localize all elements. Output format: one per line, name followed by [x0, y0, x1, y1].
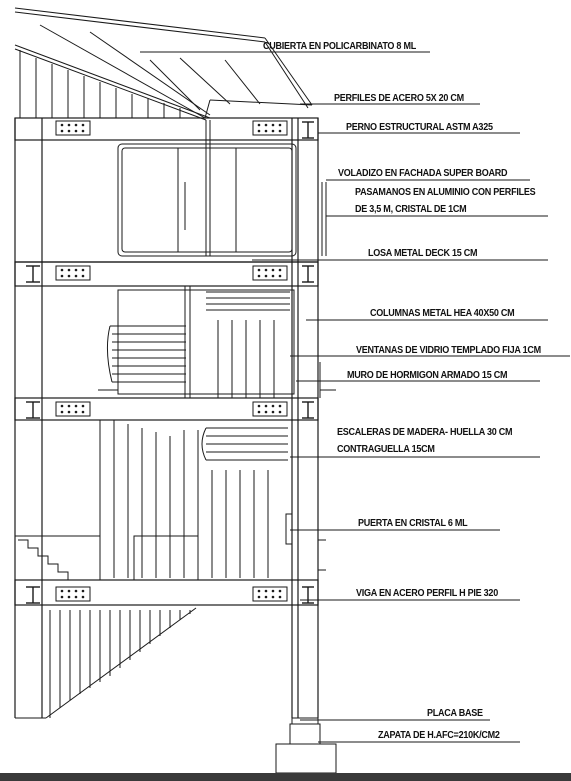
label-bolt: PERNO ESTRUCTURAL ASTM A325 — [346, 121, 493, 133]
floor-slabs — [15, 118, 318, 605]
label-wall: MURO DE HORMIGON ARMADO 15 CM — [347, 369, 508, 381]
label-door: PUERTA EN CRISTAL 6 ML — [358, 517, 468, 529]
label-slab: LOSA METAL DECK 15 CM — [368, 247, 478, 259]
label-roof: CUBIERTA EN POLICARBINATO 8 ML — [263, 40, 416, 52]
bolt-plates — [56, 121, 287, 601]
label-handrail-line1: PASAMANOS EN ALUMINIO CON PERFILES — [355, 186, 536, 198]
ground-level — [15, 608, 336, 773]
label-columns: COLUMNAS METAL HEA 40X50 CM — [370, 307, 515, 319]
leader-lines — [140, 52, 570, 742]
label-steel-profiles: PERFILES DE ACERO 5X 20 CM — [334, 92, 464, 104]
label-footing: ZAPATA DE H.AFC=210K/CM2 — [378, 729, 500, 741]
label-handrail-line2: DE 3,5 M, CRISTAL DE 1CM — [355, 203, 467, 215]
label-cantilever: VOLADIZO EN FACHADA SUPER BOARD — [338, 167, 508, 179]
label-windows: VENTANAS DE VIDRIO TEMPLADO FIJA 1CM — [356, 344, 541, 356]
label-stairs-line1: ESCALERAS DE MADERA- HUELLA 30 CM — [337, 426, 513, 438]
bolt-dots — [61, 124, 282, 599]
bottom-edge-bar — [0, 773, 571, 781]
label-beam: VIGA EN ACERO PERFIL H PIE 320 — [356, 587, 498, 599]
label-stairs-line2: CONTRAGUELLA 15CM — [337, 443, 435, 455]
roof-structure — [15, 8, 312, 120]
label-base-plate: PLACA BASE — [427, 707, 483, 719]
first-floor — [15, 420, 326, 580]
